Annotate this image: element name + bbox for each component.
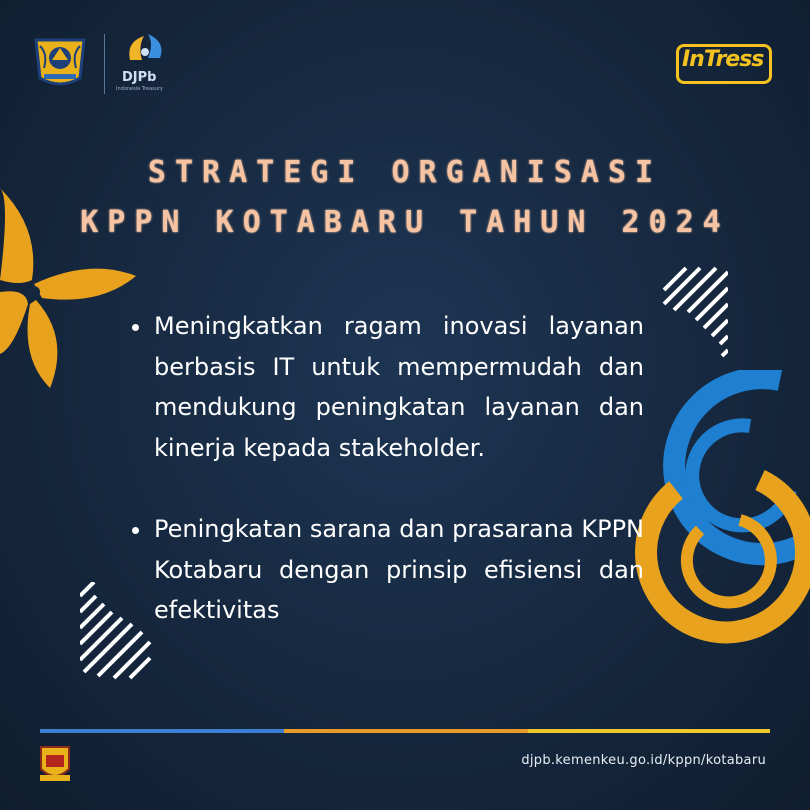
footer-url: djpb.kemenkeu.go.id/kppn/kotabaru	[521, 753, 766, 768]
bullet-text-2: Peningkatan sarana dan prasarana KPPN Kotabaru dengan prinsip efisiensi dan efektivitas	[154, 515, 644, 624]
logo-separator	[104, 34, 105, 94]
stripes-decoration-top	[660, 264, 728, 360]
djpb-logo-icon	[122, 30, 168, 70]
bullet-item-2	[128, 509, 644, 631]
bullet-dot-icon	[132, 324, 139, 331]
footer-line-blue	[40, 729, 284, 733]
footer-line-orange	[284, 729, 528, 733]
djpb-logo-text: DJPb	[122, 70, 157, 85]
kemenkeu-logo-icon	[30, 38, 90, 90]
intress-logo-text: InTress	[682, 47, 764, 72]
kotabaru-badge-icon	[38, 745, 72, 785]
bullet-text-1: Meningkatkan ragam inovasi layanan berbasis IT untuk mempermudah dan mendukung peningkatan layanan dan kinerja kepada stakeholder.	[154, 312, 644, 462]
bullet-item-1	[128, 306, 644, 468]
footer-line-yellow	[528, 729, 770, 733]
djpb-logo-subtext: Indonesia Treasury	[116, 86, 163, 92]
rings-decoration	[620, 370, 810, 670]
title-line-1: STRATEGI ORGANISASI	[147, 155, 663, 190]
gold-flower-decoration	[0, 188, 140, 408]
title-line-2: KPPN KOTABARU TAHUN 2024	[80, 205, 730, 240]
bullet-dot-icon	[132, 527, 139, 534]
